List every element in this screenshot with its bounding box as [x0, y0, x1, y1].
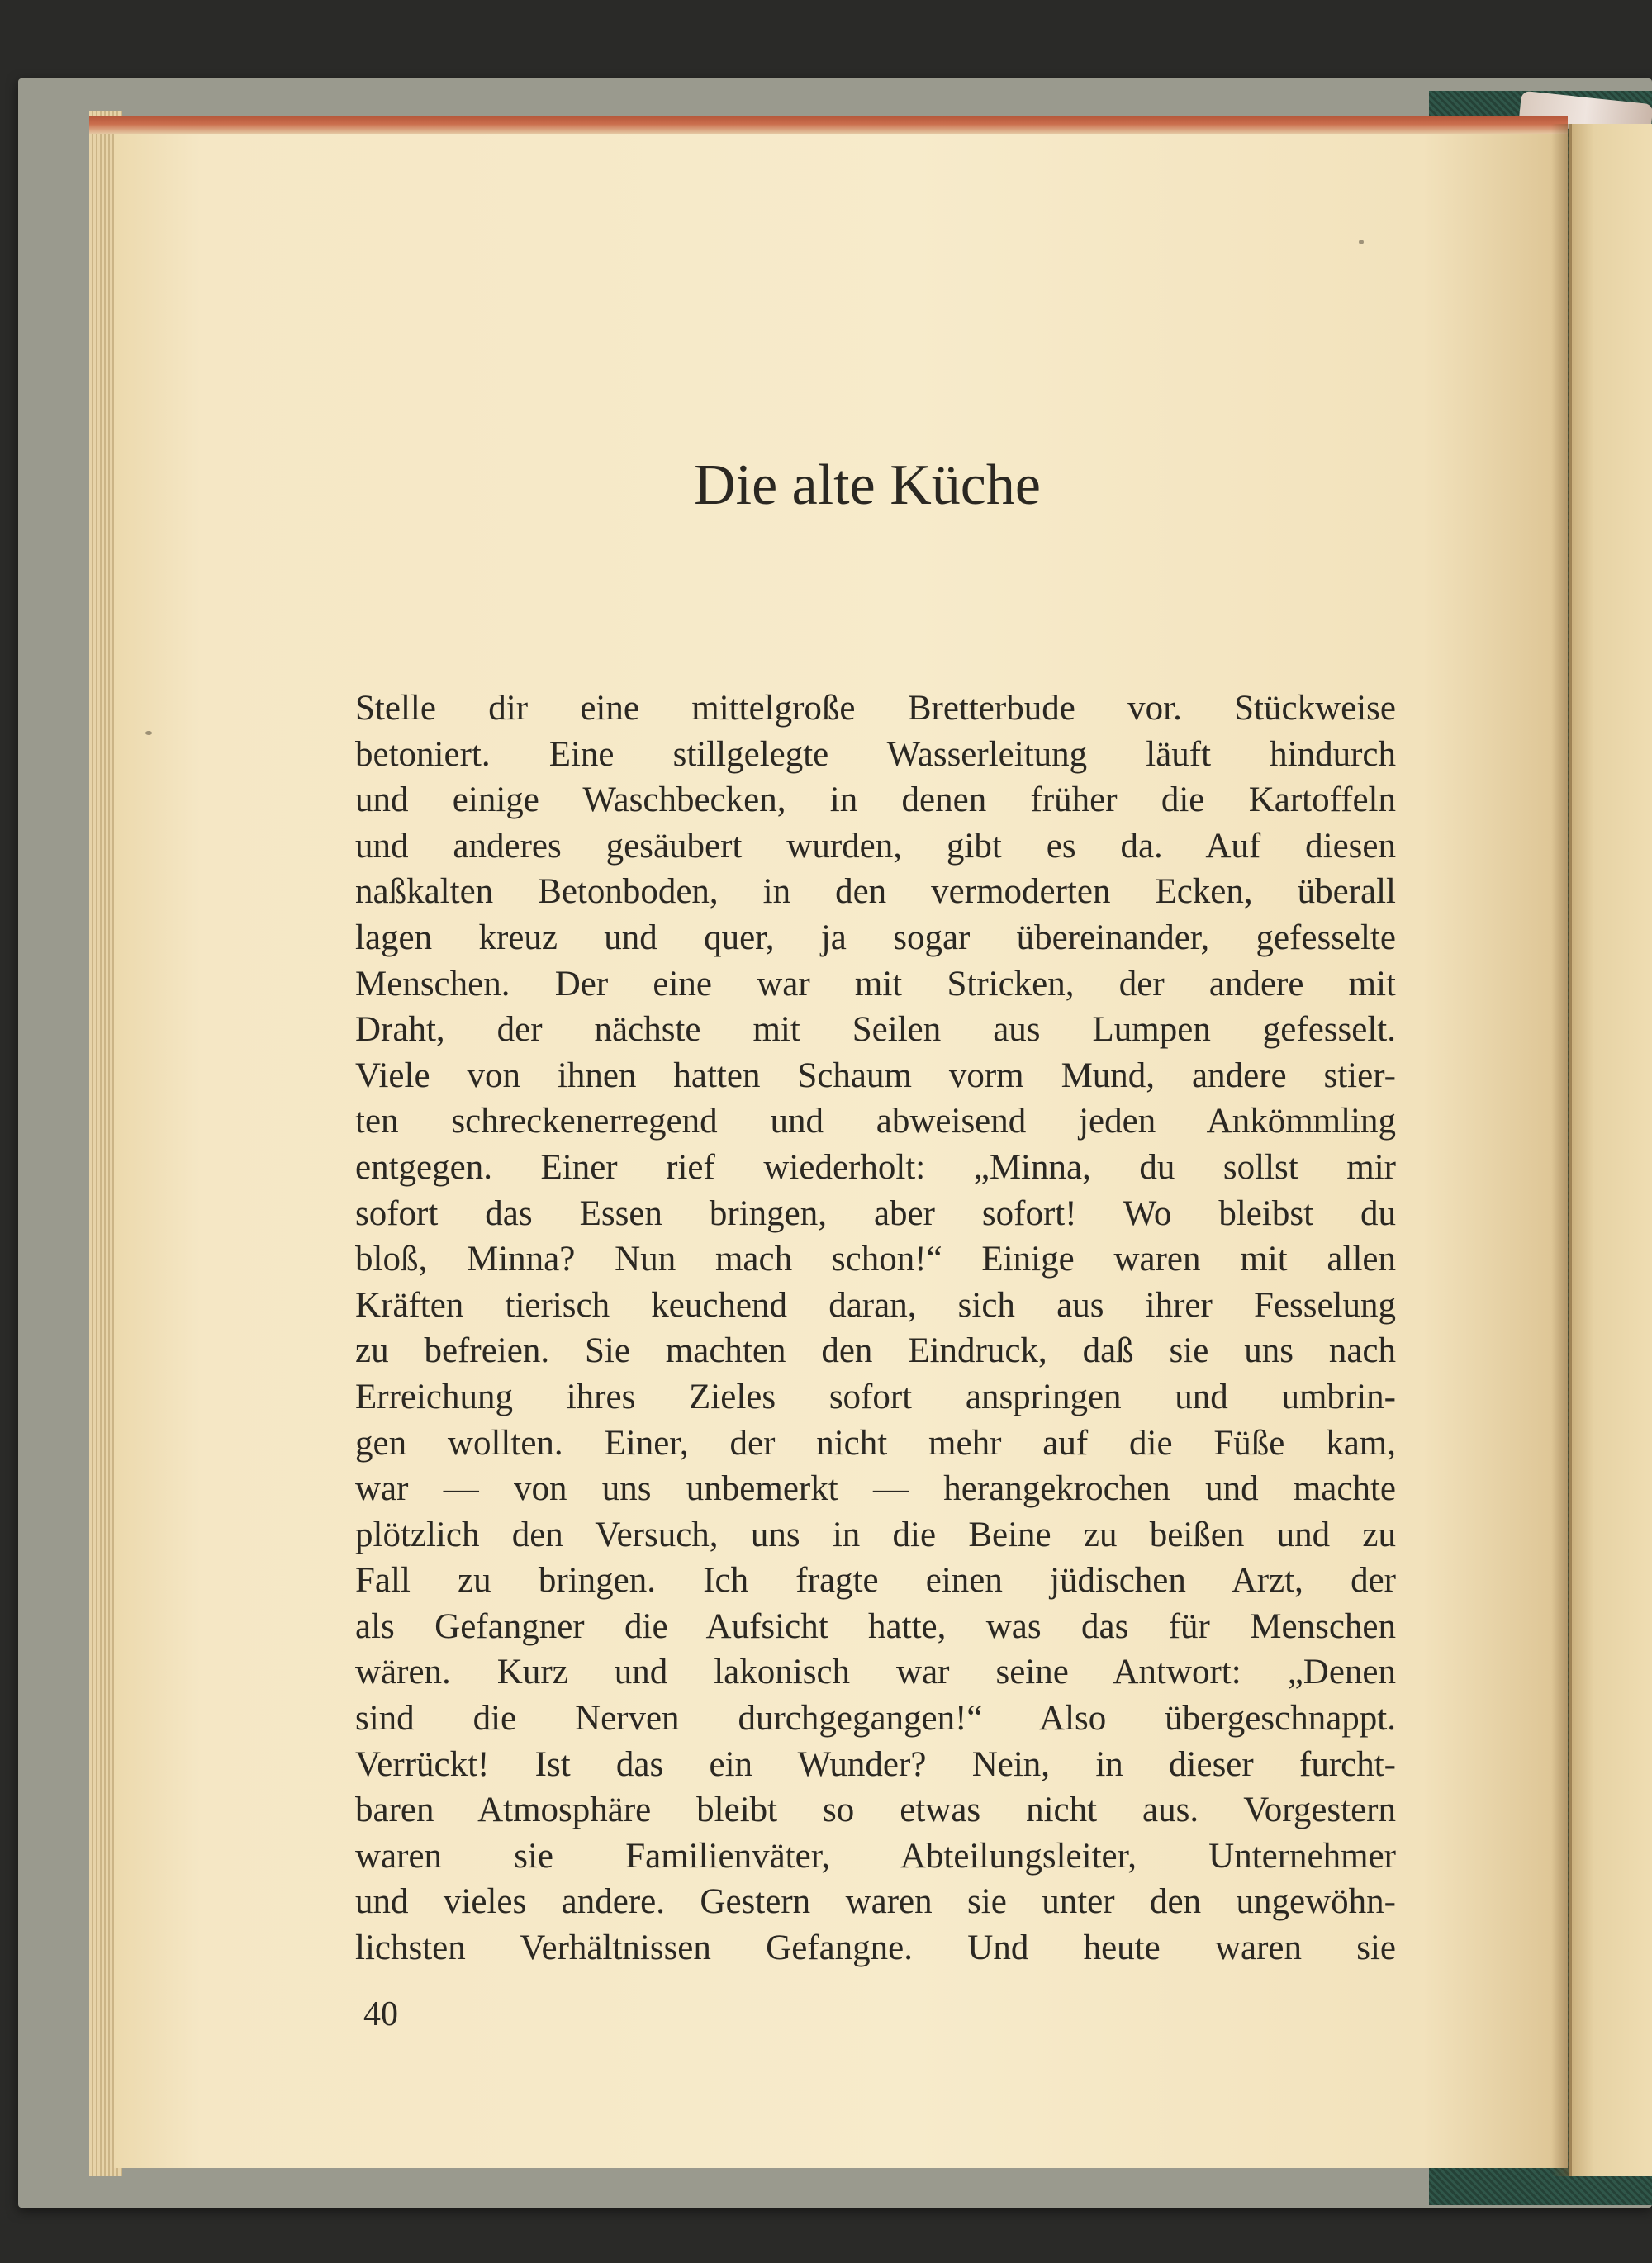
body-text	[355, 686, 1396, 1971]
text-line: Viele von ihnen hatten Schaum vorm Mund, andere stier-	[355, 1056, 1396, 1095]
text-line: wären. Kurz und lakonisch war seine Antwort: „Denen	[355, 1653, 1396, 1692]
text-line: und einige Waschbecken, in denen früher die Kartoffeln	[355, 780, 1396, 820]
text-line: sofort das Essen bringen, aber sofort! Wo bleibst du	[355, 1193, 1396, 1233]
text-line: Fall zu bringen. Ich fragte einen jüdischen Arzt, der	[355, 1561, 1396, 1601]
text-line: gen wollten. Einer, der nicht mehr auf die Füße kam,	[355, 1423, 1396, 1463]
text-line: Menschen. Der eine war mit Stricken, der andere mit	[355, 964, 1396, 1003]
text-line: entgegen. Einer rief wiederholt: „Minna, du sollst mir	[355, 1147, 1396, 1187]
text-line: Draht, der nächste mit Seilen aus Lumpen gefesselt.	[355, 1010, 1396, 1050]
text-line: sind die Nerven durchgegangen!“ Also übergeschnappt.	[355, 1699, 1396, 1739]
chapter-title: Die alte Küche	[694, 453, 1041, 517]
text-line: bloß, Minna? Nun mach schon!“ Einige waren mit allen	[355, 1240, 1396, 1279]
page-gutter	[1551, 124, 1572, 2176]
text-line: Kräften tierisch keuchend daran, sich aus ihrer Fesselung	[355, 1285, 1396, 1325]
red-top-edge	[89, 116, 1568, 134]
page-number: 40	[363, 1995, 398, 2033]
text-line: war — von uns unbemerkt — herangekrochen und machte	[355, 1469, 1396, 1509]
text-line: naßkalten Betonboden, in den vermoderten Ecken, überall	[355, 872, 1396, 912]
text-line: als Gefangner die Aufsicht hatte, was das für Menschen	[355, 1606, 1396, 1646]
text-line: Verrückt! Ist das ein Wunder? Nein, in dieser furcht-	[355, 1744, 1396, 1784]
text-line: lichsten Verhältnissen Gefangne. Und heute waren sie	[355, 1929, 1396, 1968]
text-line: Stelle dir eine mittelgroße Bretterbude vor. Stückweise	[355, 689, 1396, 728]
text-line: ten schreckenerregend und abweisend jeden Ankömmling	[355, 1102, 1396, 1141]
facing-page-edge	[1569, 124, 1652, 2176]
text-line: lagen kreuz und quer, ja sogar übereinander, gefesselte	[355, 918, 1396, 957]
paper-speck	[145, 731, 152, 735]
text-line: und anderes gesäubert wurden, gibt es da. Auf diesen	[355, 826, 1396, 866]
paper-speck	[1359, 240, 1364, 244]
text-line: plötzlich den Versuch, uns in die Beine zu beißen und zu	[355, 1515, 1396, 1554]
text-line: zu befreien. Sie machten den Eindruck, daß sie uns nach	[355, 1331, 1396, 1371]
text-line: und vieles andere. Gestern waren sie unter den ungewöhn-	[355, 1882, 1396, 1922]
text-line: waren sie Familienväter, Abteilungsleiter, Unternehmer	[355, 1836, 1396, 1876]
text-line: betoniert. Eine stillgelegte Wasserleitung läuft hindurch	[355, 734, 1396, 774]
text-line: baren Atmosphäre bleibt so etwas nicht aus. Vorgestern	[355, 1791, 1396, 1830]
text-line: Erreichung ihres Zieles sofort anspringen und umbrin-	[355, 1377, 1396, 1416]
